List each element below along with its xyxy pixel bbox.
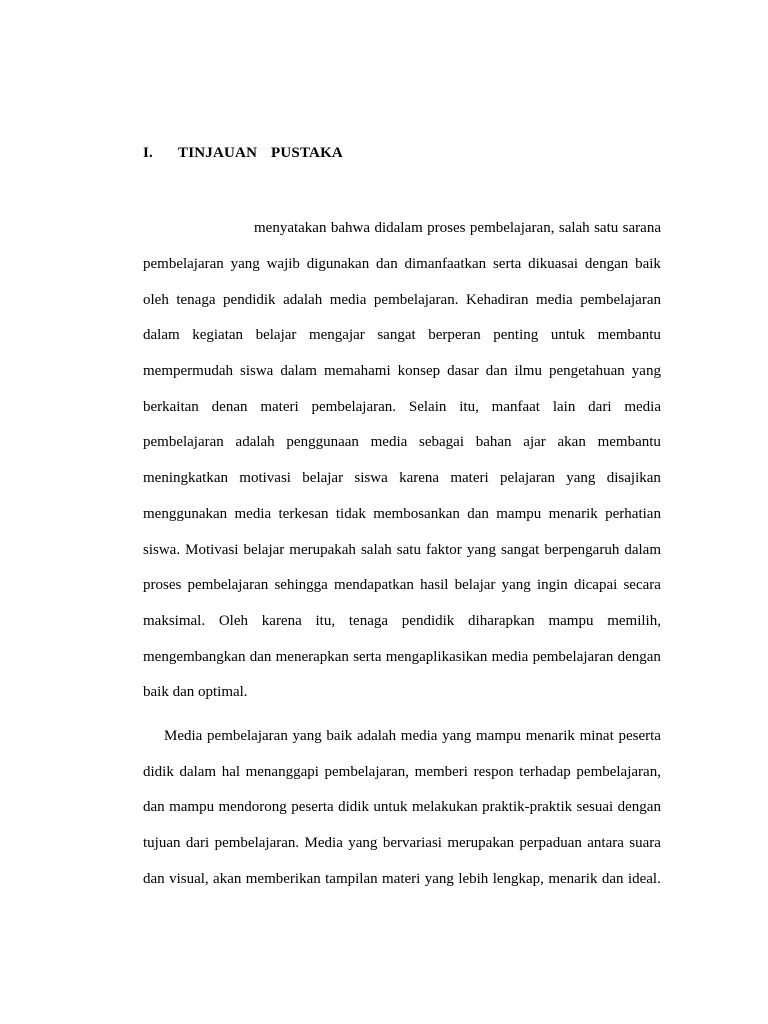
paragraph-1-line: mempermudah siswa dalam memahami konsep dasar dan ilmu pengetahuan yang [143, 363, 661, 379]
paragraph-1-line: berkaitan denan materi pembelajaran. Selain itu, manfaat lain dari media [143, 399, 661, 415]
paragraph-2-line: Media pembelajaran yang baik adalah media yang mampu menarik minat peserta [164, 728, 661, 744]
paragraph-1-line: maksimal. Oleh karena itu, tenaga pendidik diharapkan mampu memilih, [143, 613, 661, 629]
paragraph-1-line: meningkatkan motivasi belajar siswa karena materi pelajaran yang disajikan [143, 470, 661, 486]
paragraph-2-line: dan mampu mendorong peserta didik untuk melakukan praktik-praktik sesuai dengan [143, 799, 661, 815]
paragraph-1-line: mengembangkan dan menerapkan serta mengaplikasikan media pembelajaran dengan [143, 649, 661, 665]
paragraph-2-line: dan visual, akan memberikan tampilan materi yang lebih lengkap, menarik dan ideal. [143, 871, 661, 887]
paragraph-2-line: tujuan dari pembelajaran. Media yang bervariasi merupakan perpaduan antara suara [143, 835, 661, 851]
paragraph-1-line: baik dan optimal. [143, 684, 248, 700]
paragraph-1-line: pembelajaran yang wajib digunakan dan dimanfaatkan serta dikuasai dengan baik [143, 256, 661, 272]
paragraph-1-line: menggunakan media terkesan tidak membosankan dan mampu menarik perhatian [143, 506, 661, 522]
paragraph-1-line: dalam kegiatan belajar mengajar sangat berperan penting untuk membantu [143, 327, 661, 343]
paragraph-1-line: oleh tenaga pendidik adalah media pembelajaran. Kehadiran media pembelajaran [143, 292, 661, 308]
section-heading [143, 145, 343, 162]
paragraph-1-line: menyatakan bahwa didalam proses pembelajaran, salah satu sarana [254, 220, 661, 236]
section-number: I. [143, 145, 153, 161]
section-title: TINJAUAN PUSTAKA [178, 145, 343, 161]
paragraph-1-line: siswa. Motivasi belajar merupakah salah satu faktor yang sangat berpengaruh dalam [143, 542, 661, 558]
paragraph-1-line: pembelajaran adalah penggunaan media sebagai bahan ajar akan membantu [143, 434, 661, 450]
paragraph-1-line: proses pembelajaran sehingga mendapatkan hasil belajar yang ingin dicapai secara [143, 577, 661, 593]
paragraph-2-line: didik dalam hal menanggapi pembelajaran, memberi respon terhadap pembelajaran, [143, 764, 661, 780]
